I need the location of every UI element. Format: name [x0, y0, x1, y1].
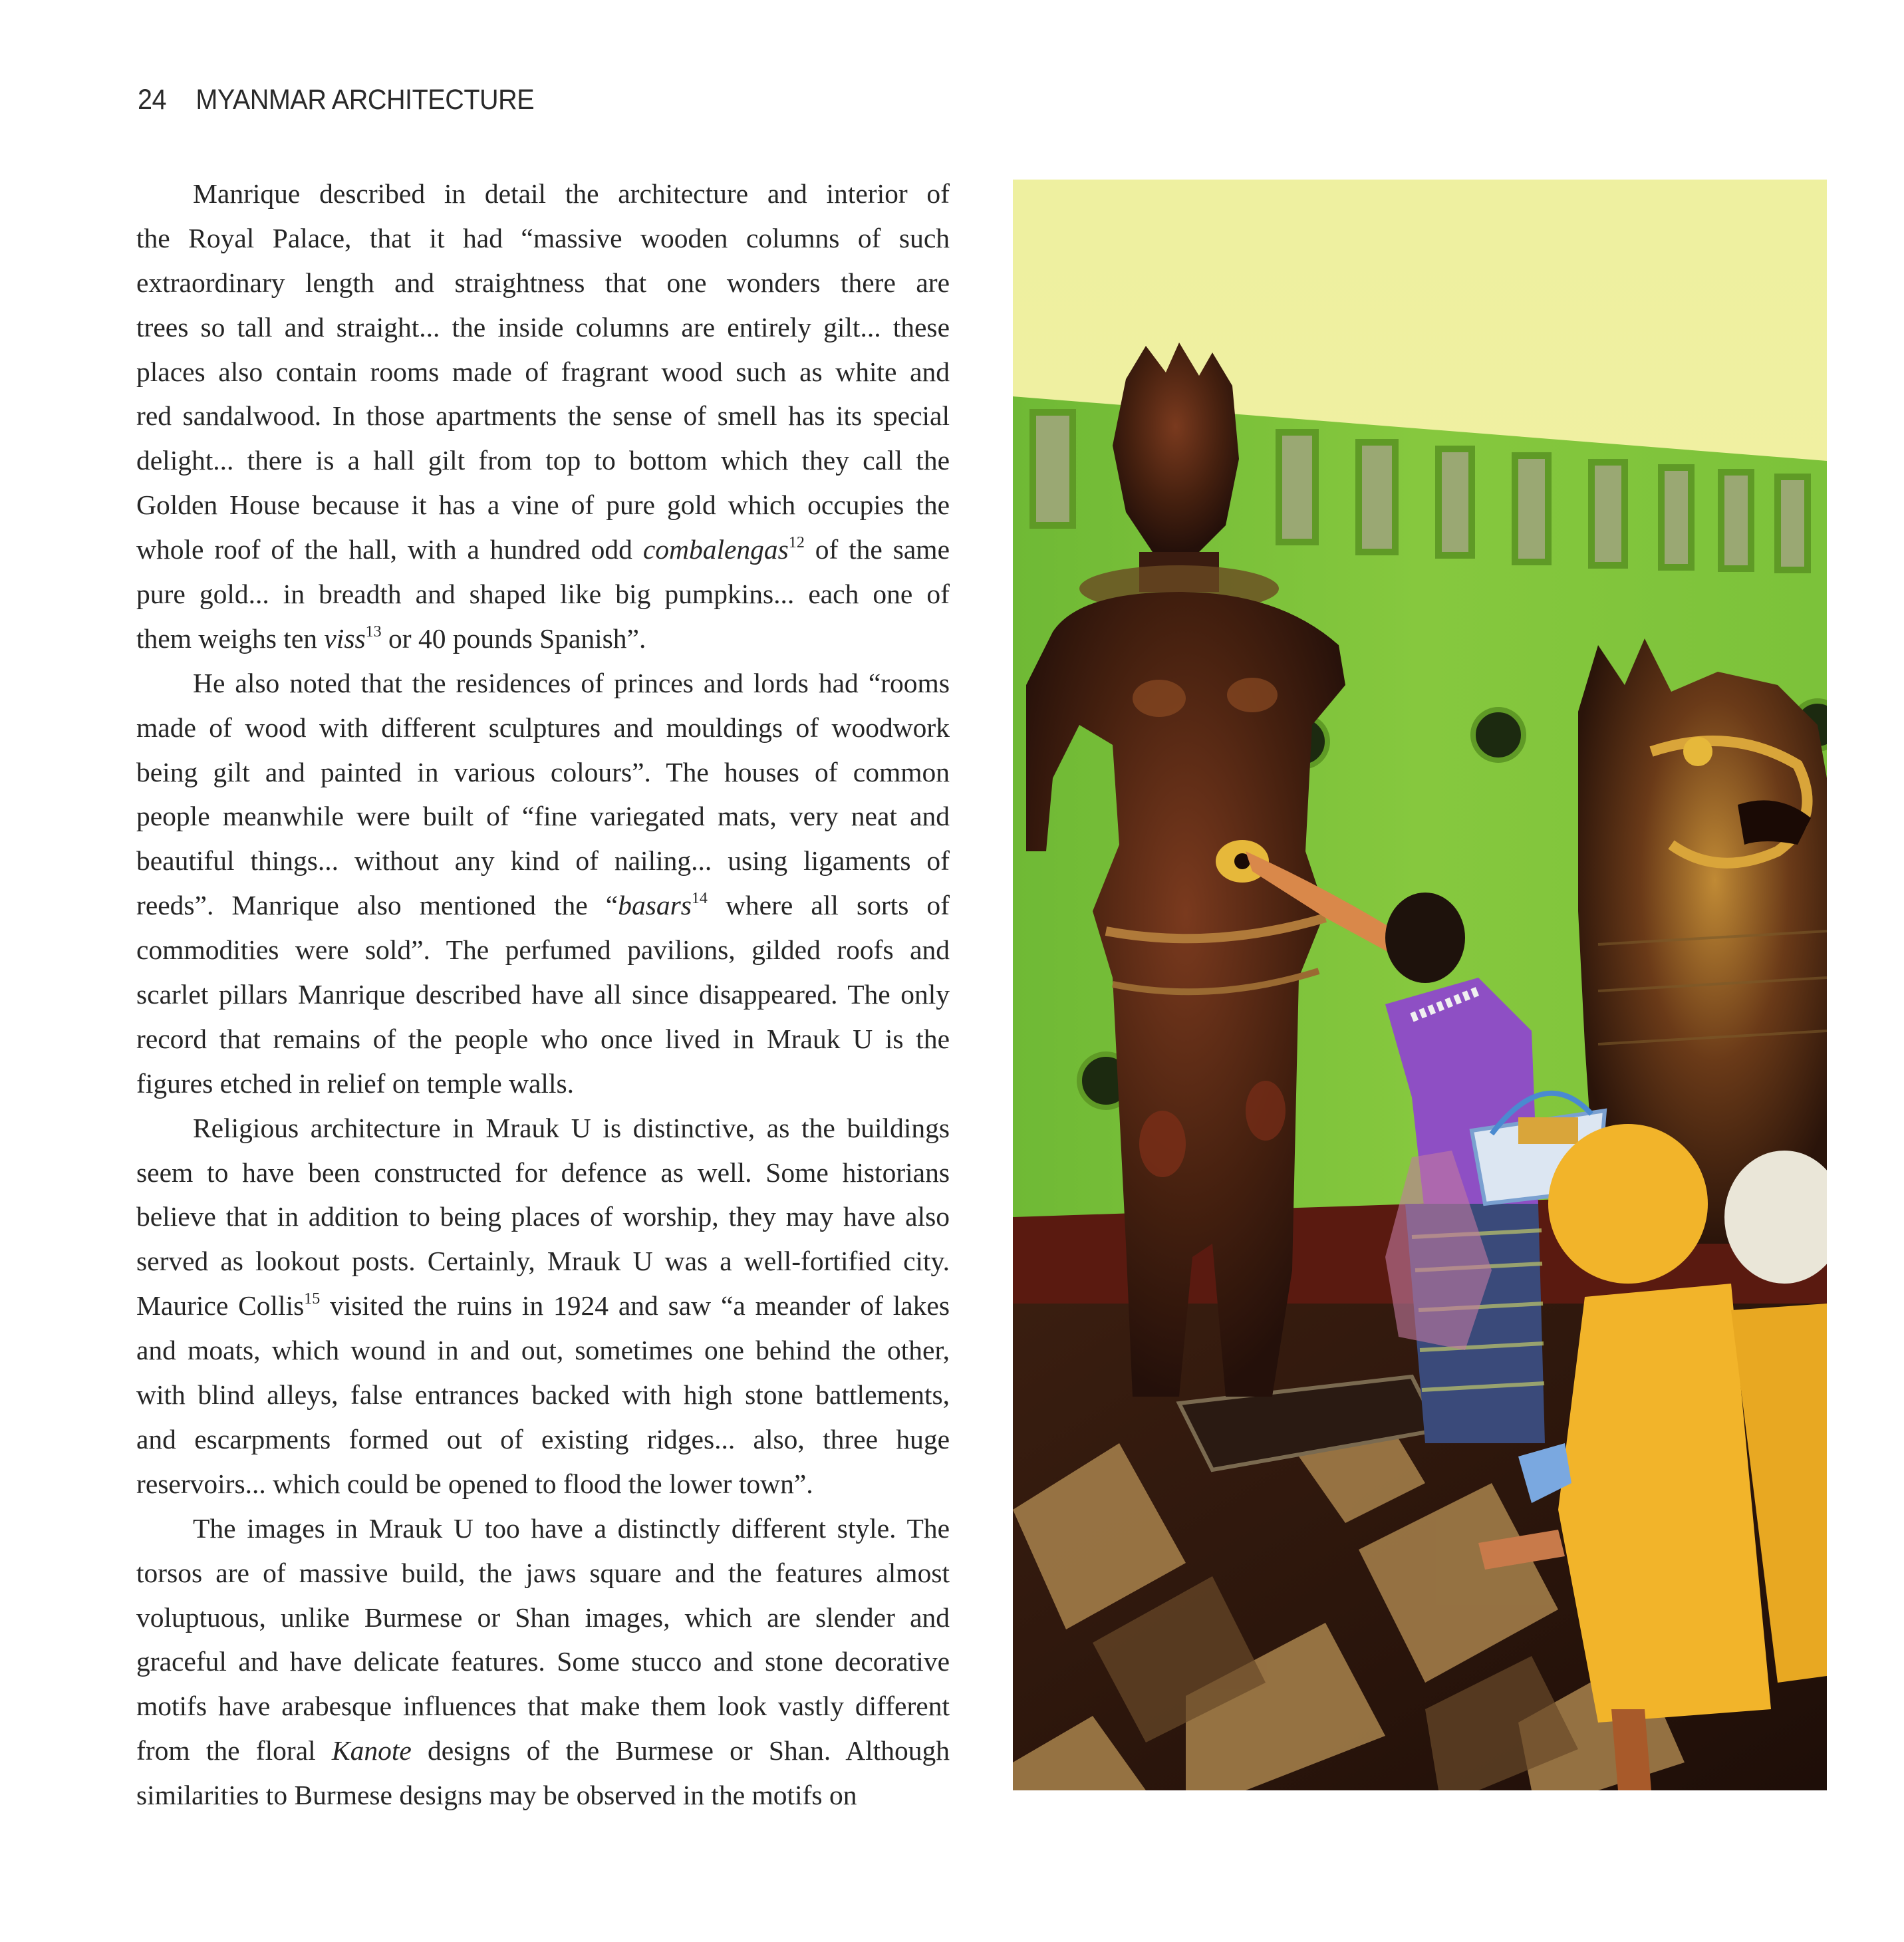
- text-line: red sandalwood. In those apartments the sense of smell has its special: [136, 400, 950, 432]
- footnote-ref[interactable]: 15: [304, 1290, 321, 1308]
- text-line: them weighs ten viss$^{13}$ or 40 pounds Spanish”.: [136, 623, 646, 654]
- text-line: reeds”. Manrique also mentioned the “basars$^{14}$ where all sorts of: [136, 890, 950, 921]
- text-line: scarlet pillars Manrique described have all since disappeared. The only: [136, 979, 950, 1010]
- text-line: beautiful things... without any kind of nailing... using ligaments of: [136, 845, 950, 877]
- text-line: places also contain rooms made of fragrant wood such as white and: [136, 356, 950, 387]
- text-line: the Royal Palace, that it had “massive wooden columns of such: [136, 222, 950, 253]
- text-line: Religious architecture in Mrauk U is distinctive, as the buildings: [193, 1112, 950, 1143]
- italic-term: viss: [324, 623, 366, 654]
- text-line: similarities to Burmese designs may be observed in the motifs on: [136, 1780, 857, 1811]
- paragraph: [136, 661, 950, 1106]
- text-line: He also noted that the residences of princes and lords had “rooms: [193, 667, 950, 698]
- text-line: Maurice Collis$^{15}$ visited the ruins in 1924 and saw “a meander of lakes: [136, 1290, 950, 1321]
- text-line: being gilt and painted in various colours”. The houses of common: [136, 756, 950, 787]
- text-line: trees so tall and straight... the inside columns are entirely gilt... these: [136, 311, 950, 343]
- text-line: The images in Mrauk U too have a distinctly different style. The: [193, 1512, 950, 1544]
- text-line: served as lookout posts. Certainly, Mrauk U was a well-fortified city.: [136, 1246, 950, 1277]
- footnote-ref[interactable]: 13: [365, 623, 382, 640]
- text-line: people meanwhile were built of “fine variegated mats, very neat and: [136, 801, 950, 832]
- text-line: commodities were sold”. The perfumed pavilions, gilded roofs and: [136, 934, 950, 966]
- page-number: 24: [138, 84, 167, 116]
- paragraph: [136, 1106, 950, 1506]
- text-line: and escarpments formed out of existing ridges... also, three huge: [136, 1423, 950, 1455]
- photo-statue-temple: [1013, 180, 1827, 1790]
- text-line: extraordinary length and straightness that one wonders there are: [136, 267, 950, 298]
- text-line: with blind alleys, false entrances backed with high stone battlements,: [136, 1379, 950, 1411]
- text-line: Manrique described in detail the architecture and interior of: [193, 178, 950, 209]
- text-line: pure gold... in breadth and shaped like big pumpkins... each one of: [136, 579, 950, 610]
- text-line: and moats, which wound in and out, sometimes one behind the other,: [136, 1335, 950, 1366]
- text-line: whole roof of the hall, with a hundred odd combalengas$^{12}$ of the same: [136, 534, 950, 565]
- photo-illustration: [1013, 180, 1827, 1790]
- text-line: reservoirs... which could be opened to flood the lower town”.: [136, 1468, 813, 1499]
- text-line: from the floral Kanote designs of the Burmese or Shan. Although: [136, 1735, 950, 1766]
- text-line: delight... there is a hall gilt from top to bottom which they call the: [136, 445, 950, 476]
- running-title: MYANMAR ARCHITECTURE: [196, 84, 535, 116]
- italic-term: combalengas: [642, 534, 789, 565]
- text-line: believe that in addition to being places of worship, they may have also: [136, 1201, 950, 1232]
- text-line: record that remains of the people who once lived in Mrauk U is the: [136, 1023, 950, 1054]
- body-text-column: [136, 172, 950, 1818]
- paragraph: [136, 172, 950, 661]
- text-line: seem to have been constructed for defence as well. Some historians: [136, 1157, 950, 1188]
- footnote-ref[interactable]: 12: [788, 534, 805, 552]
- text-line: Golden House because it has a vine of pure gold which occupies the: [136, 489, 950, 521]
- text-line: voluptuous, unlike Burmese or Shan images, which are slender and: [136, 1601, 950, 1633]
- paragraph: [136, 1506, 950, 1818]
- text-line: torsos are of massive build, the jaws square and the features almost: [136, 1557, 950, 1588]
- text-line: motifs have arabesque influences that make them look vastly different: [136, 1691, 950, 1722]
- text-line: graceful and have delicate features. Some stucco and stone decorative: [136, 1646, 950, 1677]
- running-head: [138, 84, 534, 116]
- italic-term: Kanote: [331, 1735, 412, 1766]
- italic-term: basars: [618, 890, 692, 921]
- text-line: figures etched in relief on temple walls.: [136, 1067, 575, 1099]
- footnote-ref[interactable]: 14: [691, 890, 708, 908]
- text-line: made of wood with different sculptures and mouldings of woodwork: [136, 712, 950, 743]
